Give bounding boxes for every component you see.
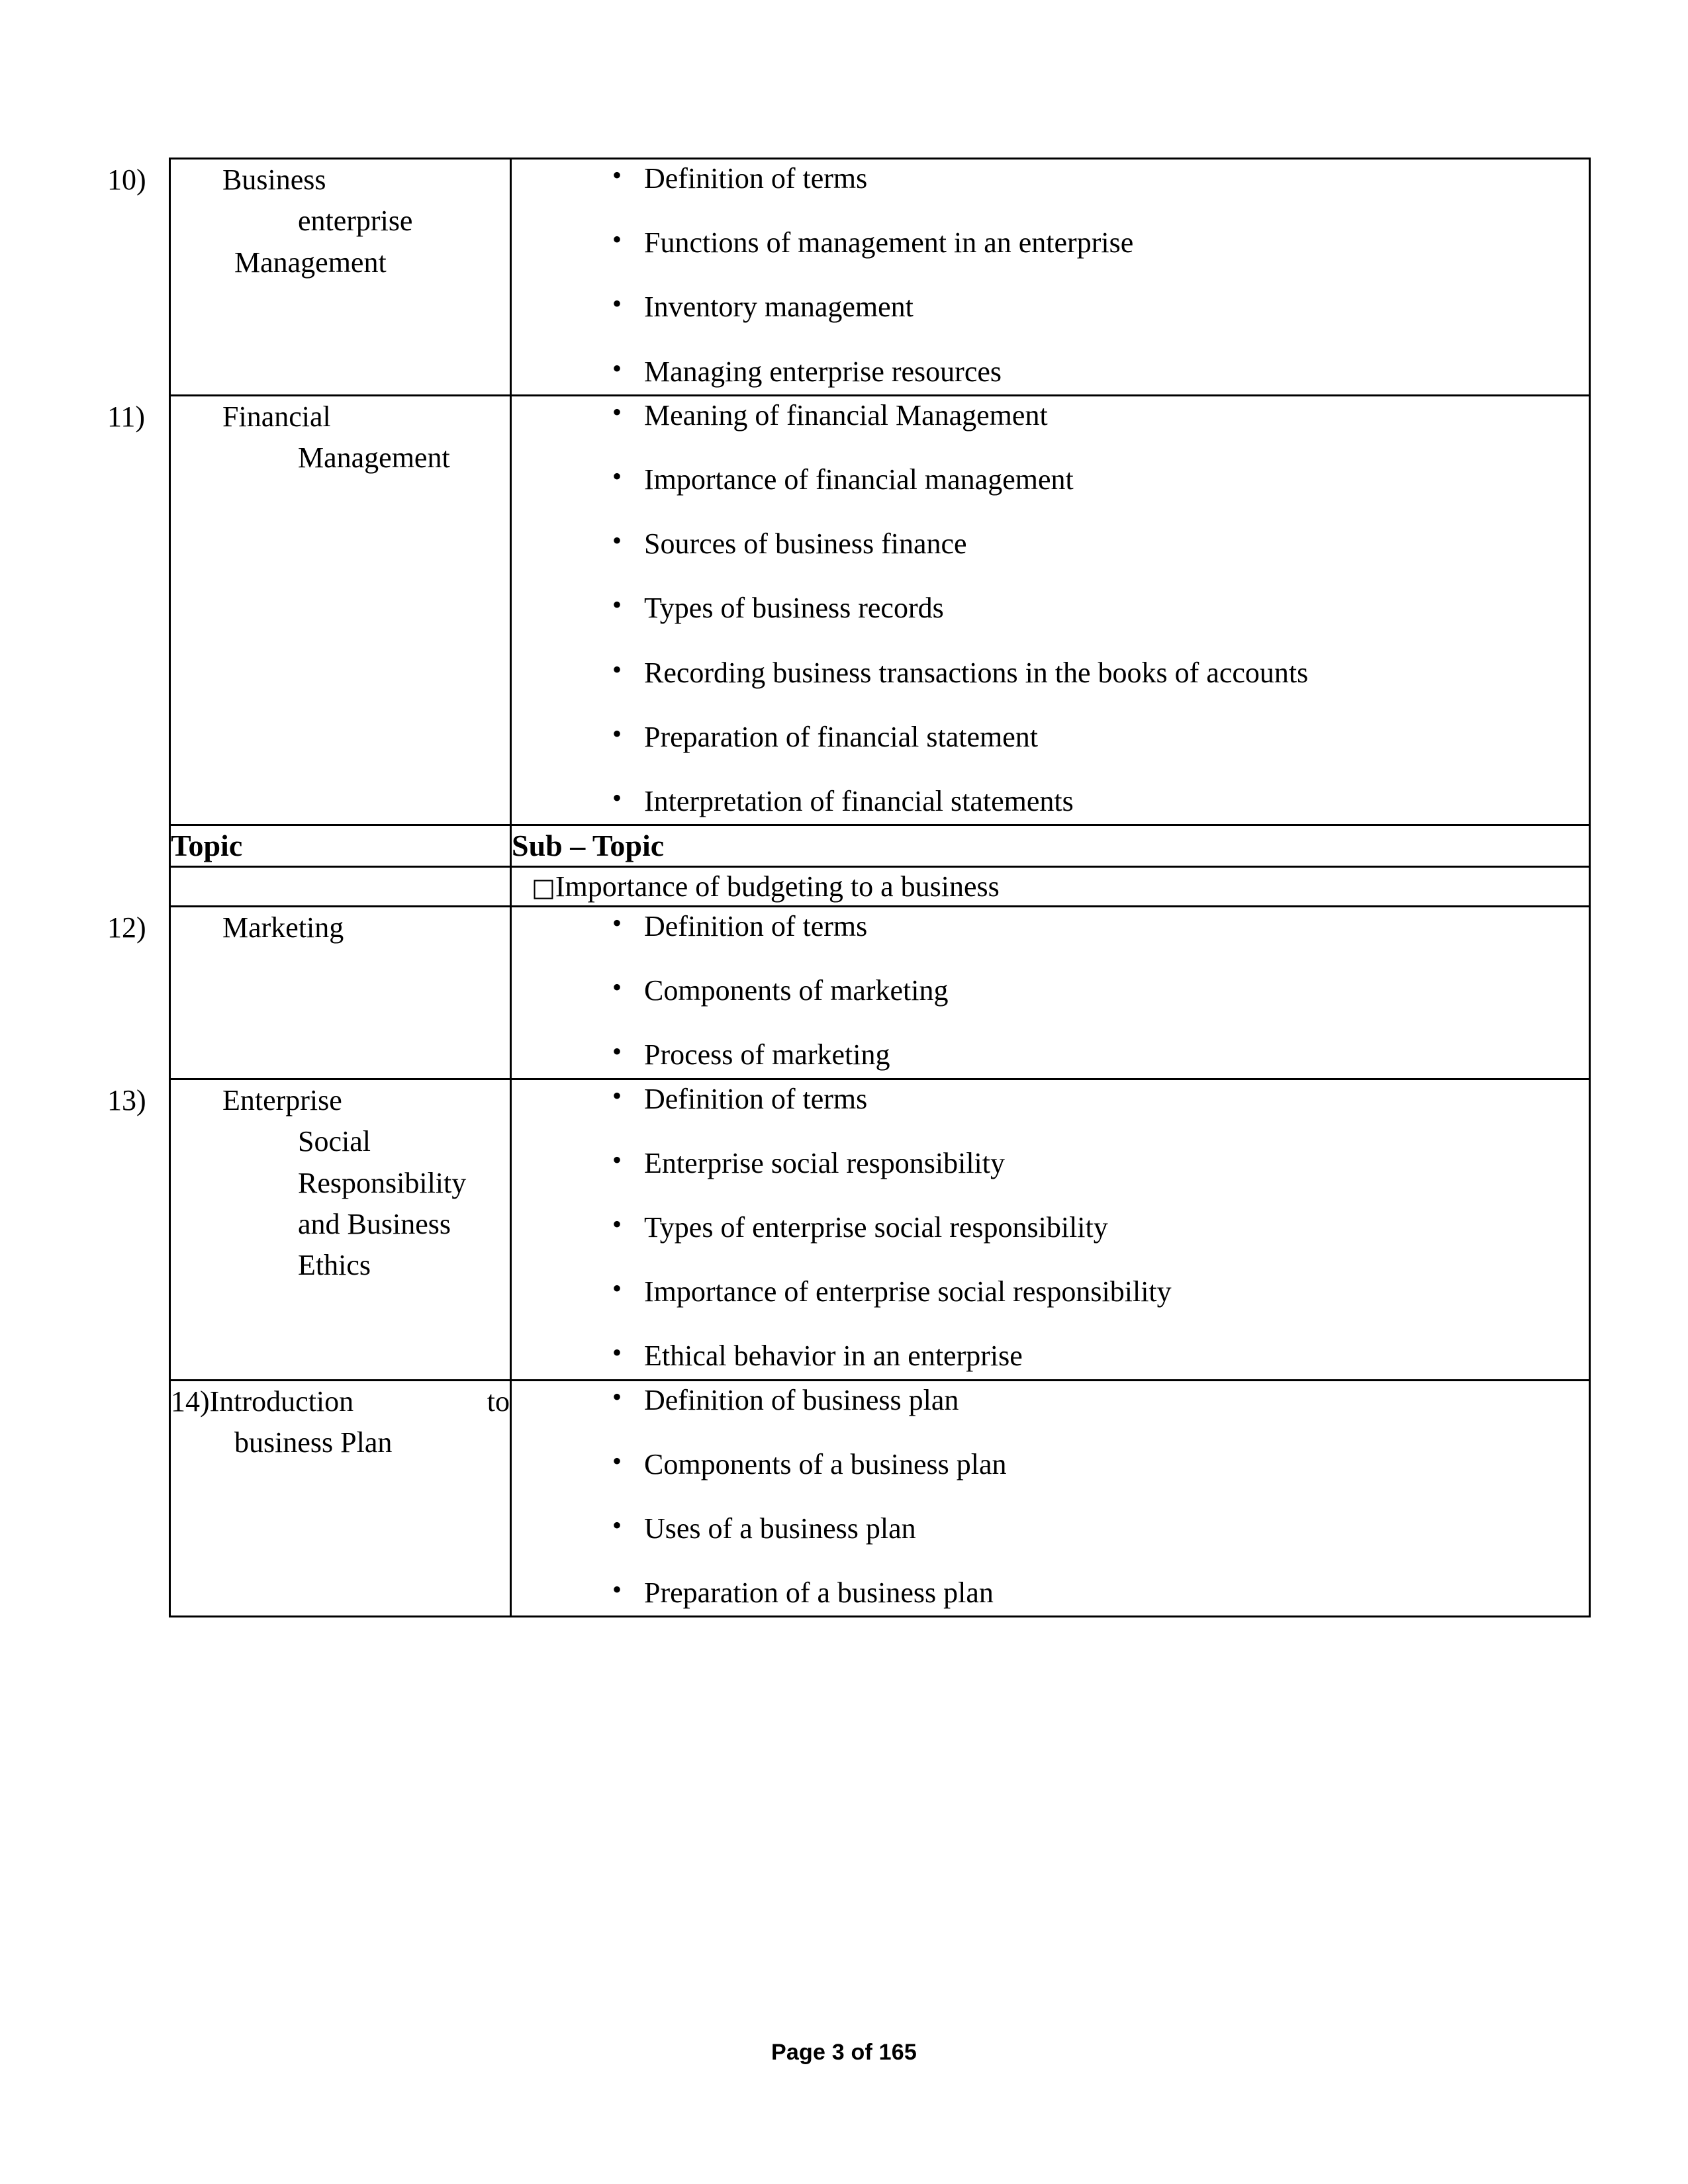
subtopic-cell-financial-management — [511, 395, 1590, 825]
subtopic-text: Ethical behavior in an enterprise — [644, 1340, 1023, 1373]
column-header-subtopic-label: Sub – Topic — [512, 829, 665, 863]
empty-box-icon: □ — [532, 872, 555, 902]
column-header-topic-label: Topic — [171, 829, 243, 863]
list-item — [512, 224, 1589, 261]
subtopic-text: Types of business records — [644, 592, 944, 625]
topic-text-line-1: 14)Introduction — [171, 1385, 354, 1418]
list-item — [512, 525, 1589, 563]
topic-label — [171, 1381, 510, 1422]
subtopic-text: Interpretation of financial statements — [644, 784, 1074, 817]
topic-label: 10) Business enterprise Management — [107, 163, 413, 279]
subtopic-list — [512, 396, 1589, 820]
topic-text-line-3: Responsibility — [298, 1166, 467, 1199]
topic-cell-introduction-to-business-plan — [170, 1380, 511, 1617]
table-row — [170, 1079, 1590, 1380]
list-item — [512, 718, 1589, 756]
list-item — [512, 1337, 1589, 1375]
topic-cell-marketing — [107, 907, 511, 1079]
list-item — [512, 1208, 1589, 1246]
subtopic-cell-enterprise-social-responsibility — [511, 1079, 1590, 1380]
topic-text-line-1-tail: to — [487, 1385, 510, 1418]
subtopic-text: Importance of enterprise social responsibility — [644, 1275, 1172, 1308]
box-bullet-line — [512, 868, 1589, 905]
list-item — [512, 159, 1589, 197]
list-item — [512, 288, 1589, 326]
topic-cell-enterprise-social-responsibility — [107, 1079, 511, 1380]
topic-cell-financial-management — [107, 395, 511, 825]
list-item — [512, 1080, 1589, 1118]
column-header-topic — [170, 825, 511, 867]
table-row — [170, 907, 1590, 1079]
subtopic-text: Components of marketing — [644, 974, 949, 1007]
subtopic-text: Definition of business plan — [644, 1383, 959, 1416]
topic-text-line-3: Management — [234, 246, 387, 279]
list-item — [512, 654, 1589, 692]
subtopic-text: Functions of management in an enterprise — [644, 226, 1134, 259]
subtopic-list — [512, 1381, 1589, 1612]
topic-text-line-1: Marketing — [222, 911, 344, 944]
topic-label-line-2 — [171, 1422, 510, 1463]
subtopic-text: Uses of a business plan — [644, 1512, 916, 1545]
subtopic-cell-introduction-to-business-plan — [511, 1380, 1590, 1617]
subtopic-list — [512, 1080, 1589, 1375]
subtopic-text: Preparation of financial statement — [644, 720, 1038, 753]
table-row — [170, 1380, 1590, 1617]
list-item — [512, 1273, 1589, 1310]
subtopic-text: Meaning of financial Management — [644, 398, 1048, 432]
subtopic-list — [512, 907, 1589, 1074]
topic-text-line-1: Financial — [222, 400, 331, 433]
subtopic-text: Preparation of a business plan — [644, 1576, 994, 1610]
subtopic-text: Enterprise social responsibility — [644, 1146, 1005, 1179]
subtopic-text: Definition of terms — [644, 162, 868, 195]
topic-label: 11) Financial Management — [107, 400, 450, 475]
subtopic-text: Importance of financial management — [644, 463, 1074, 496]
subtopic-text: Process of marketing — [644, 1038, 890, 1071]
topic-label: 12) Marketing — [107, 911, 344, 944]
topic-text-line-1: Enterprise — [222, 1083, 342, 1116]
subtopic-text: Sources of business finance — [644, 527, 967, 561]
subtopic-cell-business-enterprise-management — [511, 159, 1590, 396]
table-row — [170, 866, 1590, 906]
list-item — [512, 461, 1589, 498]
table-header-row — [170, 825, 1590, 867]
subtopic-text: Definition of terms — [644, 1082, 868, 1115]
subtopic-cell-budgeting — [511, 866, 1590, 906]
list-item — [512, 1510, 1589, 1547]
list-item — [512, 353, 1589, 390]
subtopic-text: Definition of terms — [644, 910, 868, 943]
subtopic-text: Importance of budgeting to a business — [555, 870, 1000, 903]
list-item — [512, 1445, 1589, 1483]
syllabus-table — [107, 158, 1591, 1617]
topic-cell-empty — [170, 866, 511, 906]
subtopic-cell-marketing — [511, 907, 1590, 1079]
topic-label: 13) Enterprise Social Responsibility and Business Ethics — [107, 1083, 467, 1282]
topic-text-line-5: Ethics — [298, 1249, 371, 1282]
list-item — [512, 1144, 1589, 1182]
topic-text-line-2: Social — [298, 1125, 371, 1158]
topic-text-line-2: enterprise — [298, 205, 413, 238]
subtopic-text: Types of enterprise social responsibility — [644, 1210, 1108, 1244]
subtopic-text: Components of a business plan — [644, 1447, 1007, 1480]
subtopic-text: Recording business transactions in the books of accounts — [644, 656, 1309, 689]
page-footer: Page 3 of 165 — [771, 2040, 917, 2065]
subtopic-list — [512, 159, 1589, 390]
list-item — [512, 907, 1589, 945]
table-row — [170, 395, 1590, 825]
list-item — [512, 782, 1589, 820]
subtopic-text: Inventory management — [644, 291, 914, 324]
list-item — [512, 1381, 1589, 1419]
list-item — [512, 972, 1589, 1009]
subtopic-text: Managing enterprise resources — [644, 355, 1002, 388]
column-header-subtopic — [511, 825, 1590, 867]
list-item — [512, 1574, 1589, 1612]
topic-text-line-2: Management — [298, 441, 450, 475]
table-row — [170, 159, 1590, 396]
topic-text-line-4: and Business — [298, 1208, 451, 1241]
list-item — [512, 396, 1589, 434]
topic-text-line-1: Business — [222, 163, 326, 196]
list-item — [512, 589, 1589, 627]
list-item — [512, 1036, 1589, 1073]
topic-text-line-2: business Plan — [234, 1426, 393, 1459]
topic-cell-business-enterprise-management — [107, 159, 511, 396]
